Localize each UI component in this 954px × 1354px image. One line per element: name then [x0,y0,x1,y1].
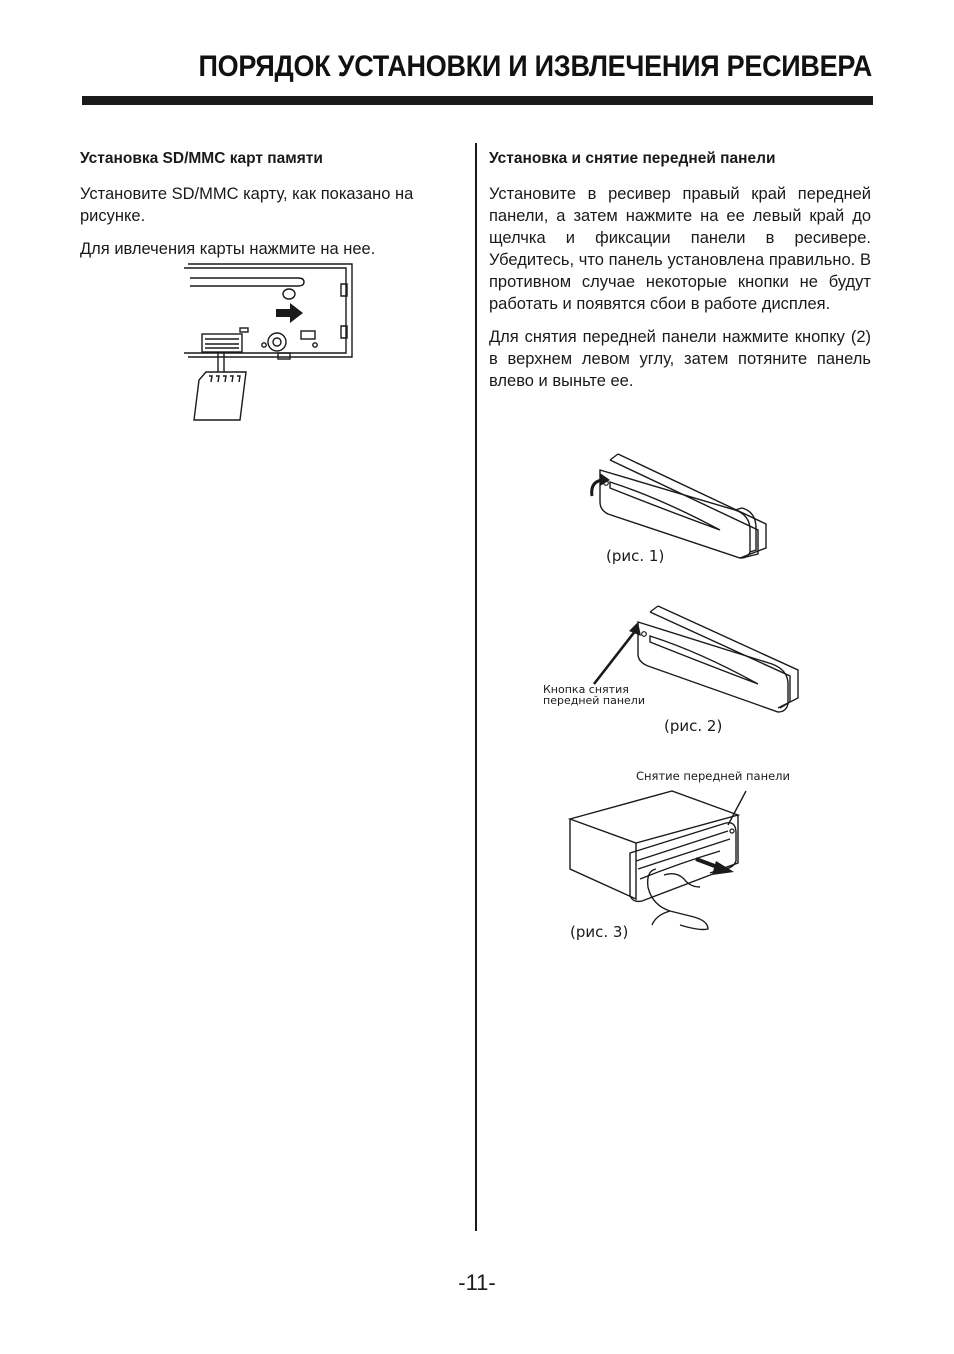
figure-3 [560,765,800,945]
column-divider [475,143,477,1231]
left-column [80,150,465,271]
panel-install-text: Установите в ресивер правый край передней панели, а затем нажмите на ее левый край до щелчка и фиксации панели в ресивере. Убедитесь, что панель установлена правильно. В противном случае некоторые кнопки не будут работать и появятся сбои в работе дисплея. [489,185,871,313]
sd-install-text: Установите SD/MMC карту, как показано на рисунке. [80,185,414,225]
figure-1-caption: (рис. 1) [606,547,665,565]
figure-3-caption: (рис. 3) [570,923,629,941]
page-number: -11- [458,1270,496,1295]
sd-card-icon [194,372,246,420]
sd-eject-text: Для ивлечения карты нажмите на нее. [80,240,376,258]
sd-section-heading: Установка SD/MMC карт памяти [80,150,323,167]
figure-1 [570,440,785,575]
panel-remove-text: Для снятия передней панели нажмите кнопку (2) в верхнем левом углу, затем потяните панель влево и выньте ее. [489,328,871,390]
figure-2-label-line2: передней панели [543,694,645,707]
figure-3-label: Снятие передней панели [636,769,790,783]
page-title: ПОРЯДОК УСТАНОВКИ И ИЗВЛЕЧЕНИЯ РЕСИВЕРА [198,50,873,83]
sd-card-illustration [180,260,360,425]
figure-2 [540,600,810,740]
title-rule [82,96,873,105]
right-column [489,150,871,403]
arrow-right-icon [276,303,303,323]
panel-section-heading: Установка и снятие передней панели [489,150,776,167]
figure-2-label-line1: Кнопка снятия [543,683,629,696]
figure-2-caption: (рис. 2) [664,717,723,735]
pointer-arrow-icon [594,622,641,684]
